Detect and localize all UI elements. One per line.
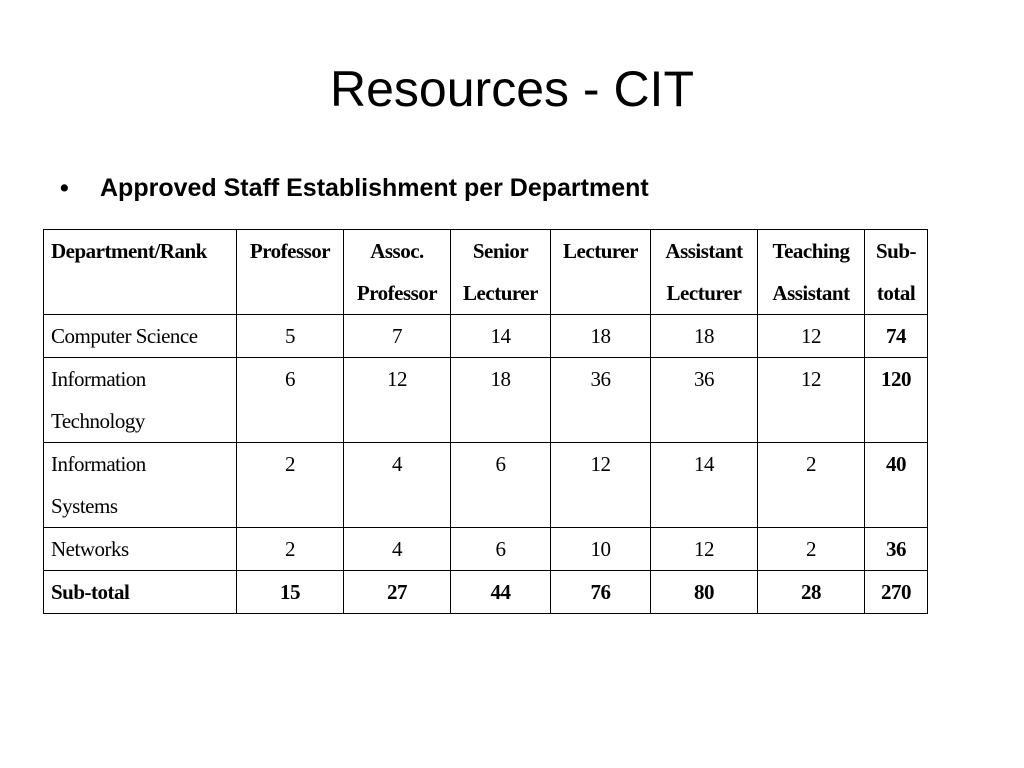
- senior-lecturer-cell: 6: [451, 443, 551, 528]
- header-assoc-professor: Assoc. Professor: [344, 230, 451, 315]
- subtotal-label-cell: Sub-total: [44, 571, 237, 614]
- senior-lecturer-total-cell: 44: [451, 571, 551, 614]
- lecturer-cell: 12: [551, 443, 651, 528]
- table-header-row: [44, 230, 928, 315]
- department-cell: Information Technology: [44, 358, 237, 443]
- professor-total-cell: 15: [237, 571, 344, 614]
- assistant-lecturer-cell: 14: [651, 443, 758, 528]
- assistant-lecturer-cell: 18: [651, 315, 758, 358]
- subtotal-cell: 40: [865, 443, 928, 528]
- lecturer-cell: 36: [551, 358, 651, 443]
- table-row-information-systems: [44, 443, 928, 528]
- department-cell: Information Systems: [44, 443, 237, 528]
- department-cell: Networks: [44, 528, 237, 571]
- teaching-assistant-cell: 2: [758, 443, 865, 528]
- senior-lecturer-cell: 6: [451, 528, 551, 571]
- table-row-subtotal: [44, 571, 928, 614]
- lecturer-total-cell: 76: [551, 571, 651, 614]
- header-subtotal: Sub- total: [865, 230, 928, 315]
- professor-cell: 2: [237, 443, 344, 528]
- header-teaching-assistant: Teaching Assistant: [758, 230, 865, 315]
- subtotal-cell: 120: [865, 358, 928, 443]
- senior-lecturer-cell: 18: [451, 358, 551, 443]
- header-lecturer: Lecturer: [551, 230, 651, 315]
- header-department-rank: Department/Rank: [44, 230, 237, 315]
- department-cell: Computer Science: [44, 315, 237, 358]
- bullet-item: [60, 170, 649, 206]
- bullet-icon: •: [60, 174, 69, 202]
- assoc-professor-cell: 4: [344, 528, 451, 571]
- assistant-lecturer-total-cell: 80: [651, 571, 758, 614]
- assoc-professor-total-cell: 27: [344, 571, 451, 614]
- professor-cell: 5: [237, 315, 344, 358]
- professor-cell: 6: [237, 358, 344, 443]
- senior-lecturer-cell: 14: [451, 315, 551, 358]
- slide-title: Resources - CIT: [330, 61, 694, 117]
- header-senior-lecturer: Senior Lecturer: [451, 230, 551, 315]
- table-row-computer-science: [44, 315, 928, 358]
- teaching-assistant-cell: 2: [758, 528, 865, 571]
- teaching-assistant-cell: 12: [758, 315, 865, 358]
- assistant-lecturer-cell: 36: [651, 358, 758, 443]
- assoc-professor-cell: 7: [344, 315, 451, 358]
- assoc-professor-cell: 12: [344, 358, 451, 443]
- assoc-professor-cell: 4: [344, 443, 451, 528]
- subtotal-cell: 36: [865, 528, 928, 571]
- professor-cell: 2: [237, 528, 344, 571]
- staff-establishment-table: [43, 229, 928, 614]
- lecturer-cell: 10: [551, 528, 651, 571]
- table-row-networks: [44, 528, 928, 571]
- lecturer-cell: 18: [551, 315, 651, 358]
- header-professor: Professor: [237, 230, 344, 315]
- subtotal-cell: 74: [865, 315, 928, 358]
- teaching-assistant-cell: 12: [758, 358, 865, 443]
- grand-total-cell: 270: [865, 571, 928, 614]
- bullet-text: Approved Staff Establishment per Department: [100, 174, 649, 202]
- assistant-lecturer-cell: 12: [651, 528, 758, 571]
- header-assistant-lecturer: Assistant Lecturer: [651, 230, 758, 315]
- teaching-assistant-total-cell: 28: [758, 571, 865, 614]
- table-row-information-technology: [44, 358, 928, 443]
